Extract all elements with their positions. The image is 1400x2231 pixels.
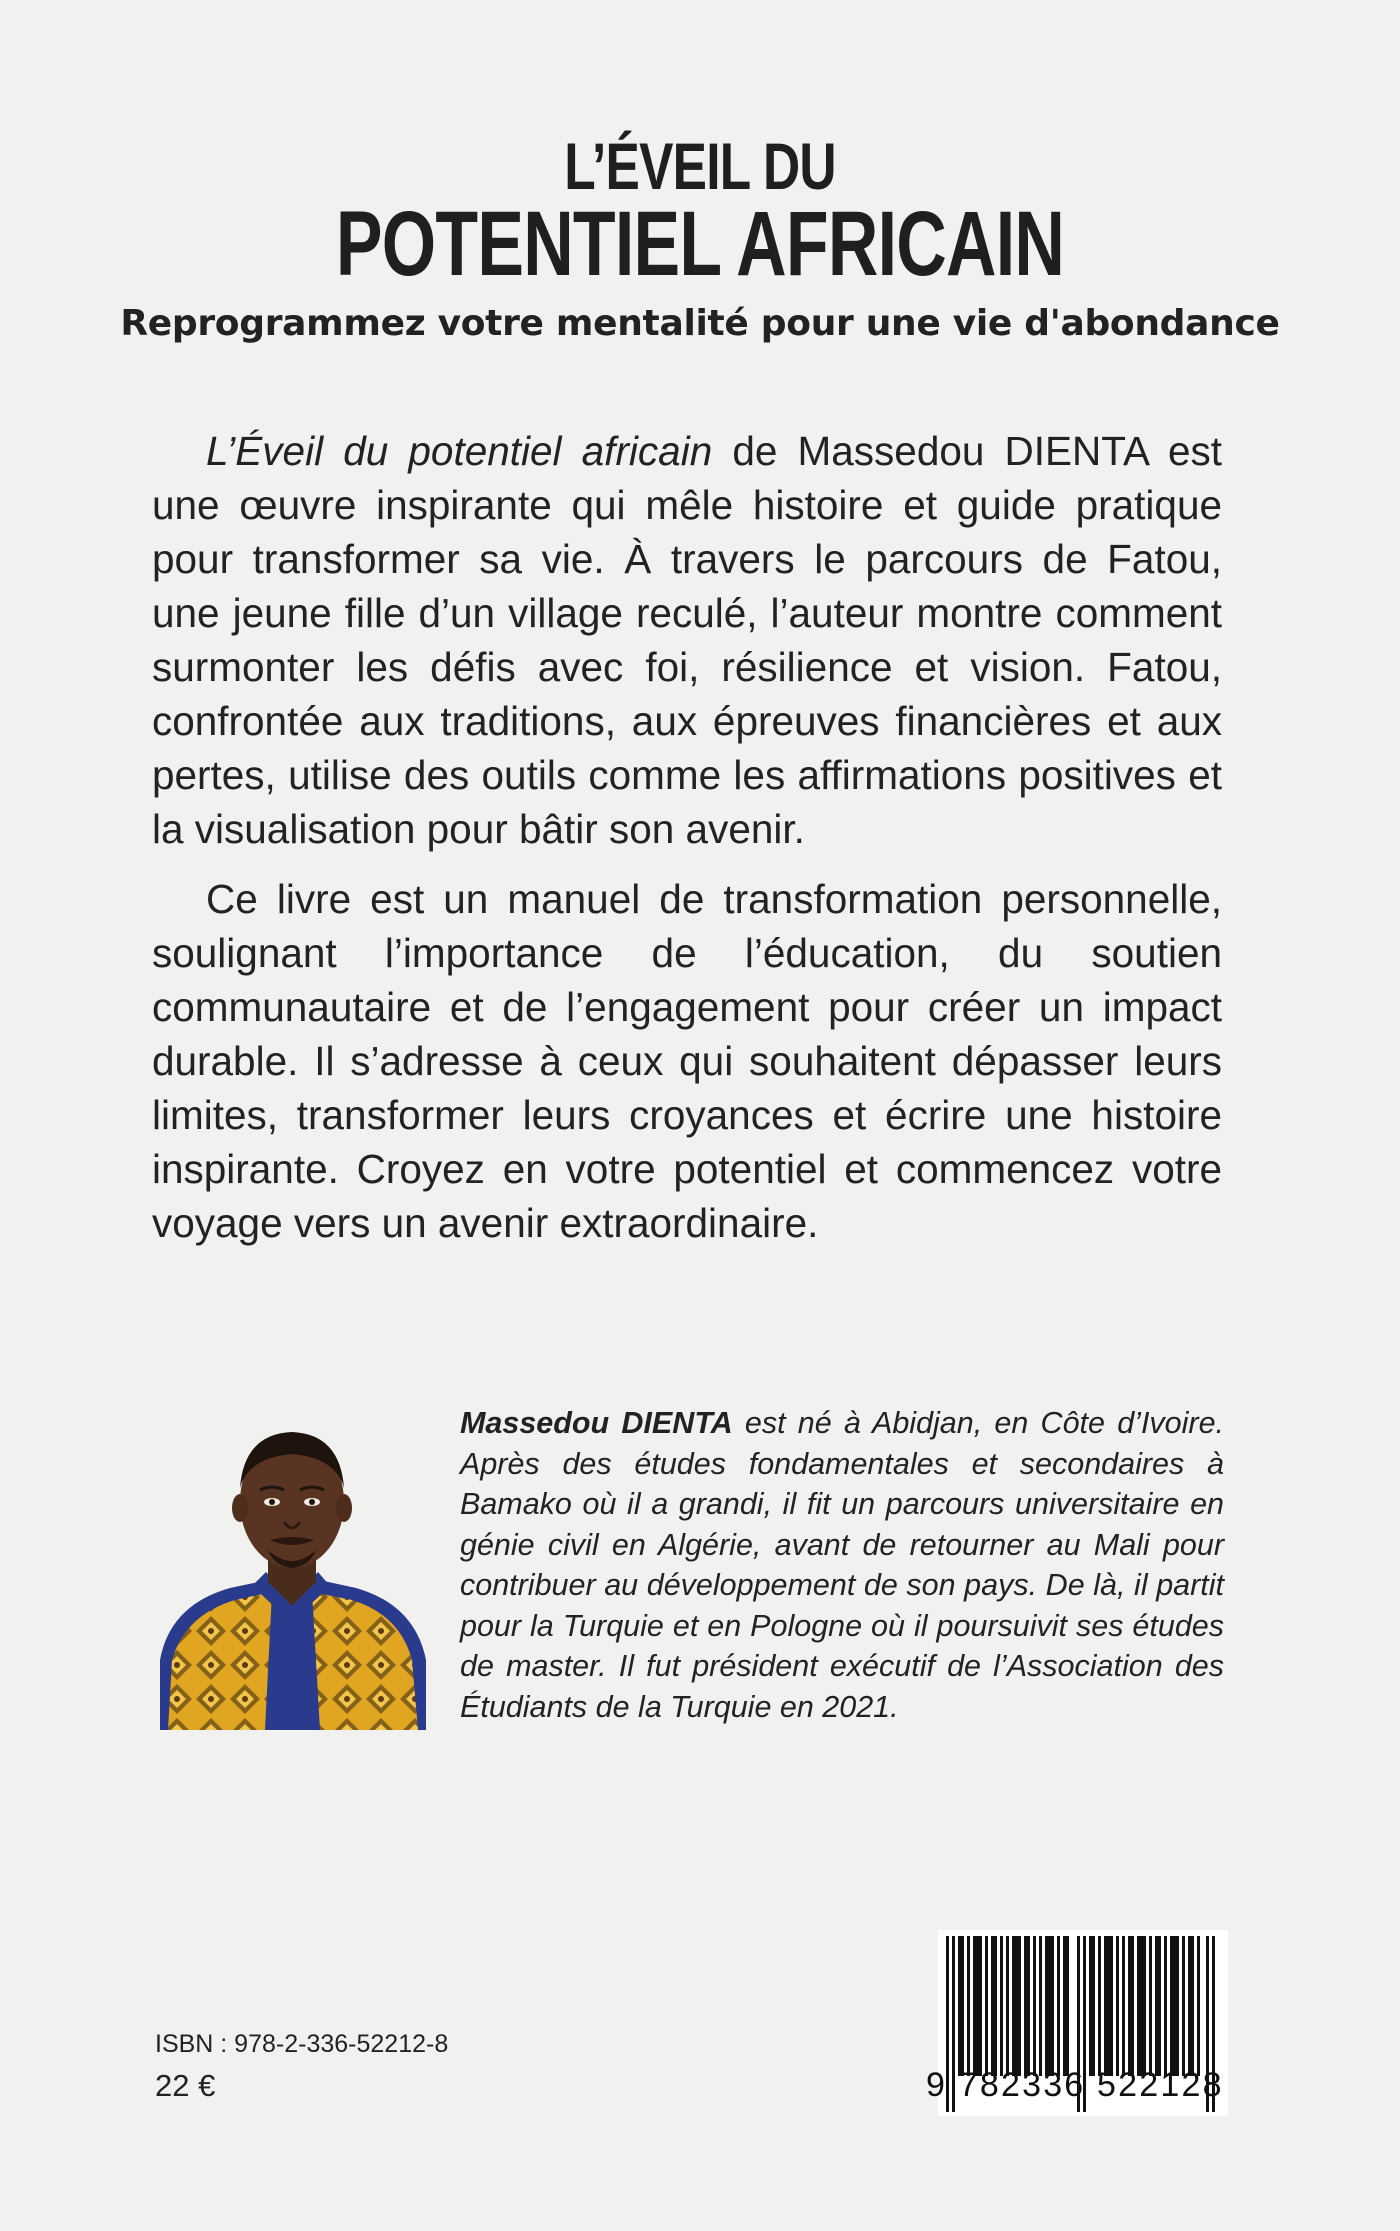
- blurb: [152, 424, 1222, 1250]
- blurb-paragraph-1-text: de Massedou DIENTA est une œuvre inspirante qui mêle histoire et guide pratique pour transformer sa vie. À travers le parcours de Fatou, une jeune fille d’un village reculé, l’auteur montre comment surmonter les défis avec foi, résilience et vision. Fatou, confrontée aux traditions, aux épreuves financières et aux pertes, utilise des outils comme les affirmations positives et la visualisation pour bâtir son avenir.: [152, 428, 1222, 852]
- author-bio-text: est né à Abidjan, en Côte d’Ivoire. Après des études fondamentales et secondaires à Bamako où il a grandi, il fit un parcours universitaire en génie civil en Algérie, avant de retourner au Mali pour contribuer au développement de son pays. De là, il partit pour la Turquie et en Pologne où il poursuivit ses études de master. Il fut président exécutif de l’Association des Étudiants de la Turquie en 2021.: [460, 1406, 1225, 1724]
- author-photo: [160, 1410, 426, 1730]
- price: 22 €: [155, 2068, 216, 2103]
- isbn: ISBN : 978-2-336-52212-8: [155, 2030, 449, 2058]
- blurb-paragraph-2: Ce livre est un manuel de transformation personnelle, soulignant l’importance de l’éducation, du soutien communautaire et de l’engagement pour créer un impact durable. Il s’adresse à ceux qui souhaitent dépasser leurs limites, transformer leurs croyances et écrire une histoire inspirante. Croyez en votre potentiel et commencez votre voyage vers un avenir extraordinaire.: [152, 876, 1222, 1246]
- barcode-digits: 9 782336 522128: [926, 2066, 1224, 2104]
- subtitle: Reprogrammez votre mentalité pour une vie d'abondance: [120, 303, 1280, 344]
- author-portrait-illustration: [160, 1410, 426, 1730]
- title-line-1: L’ÉVEIL DU: [564, 129, 836, 203]
- author-name: Massedou DIENTA: [460, 1406, 733, 1440]
- title-line-2: POTENTIEL AFRICAIN: [335, 193, 1065, 295]
- author-bio: [460, 1403, 1224, 1727]
- blurb-paragraph-1: [152, 424, 1222, 856]
- blurb-book-title: L’Éveil du potentiel africain: [206, 428, 713, 474]
